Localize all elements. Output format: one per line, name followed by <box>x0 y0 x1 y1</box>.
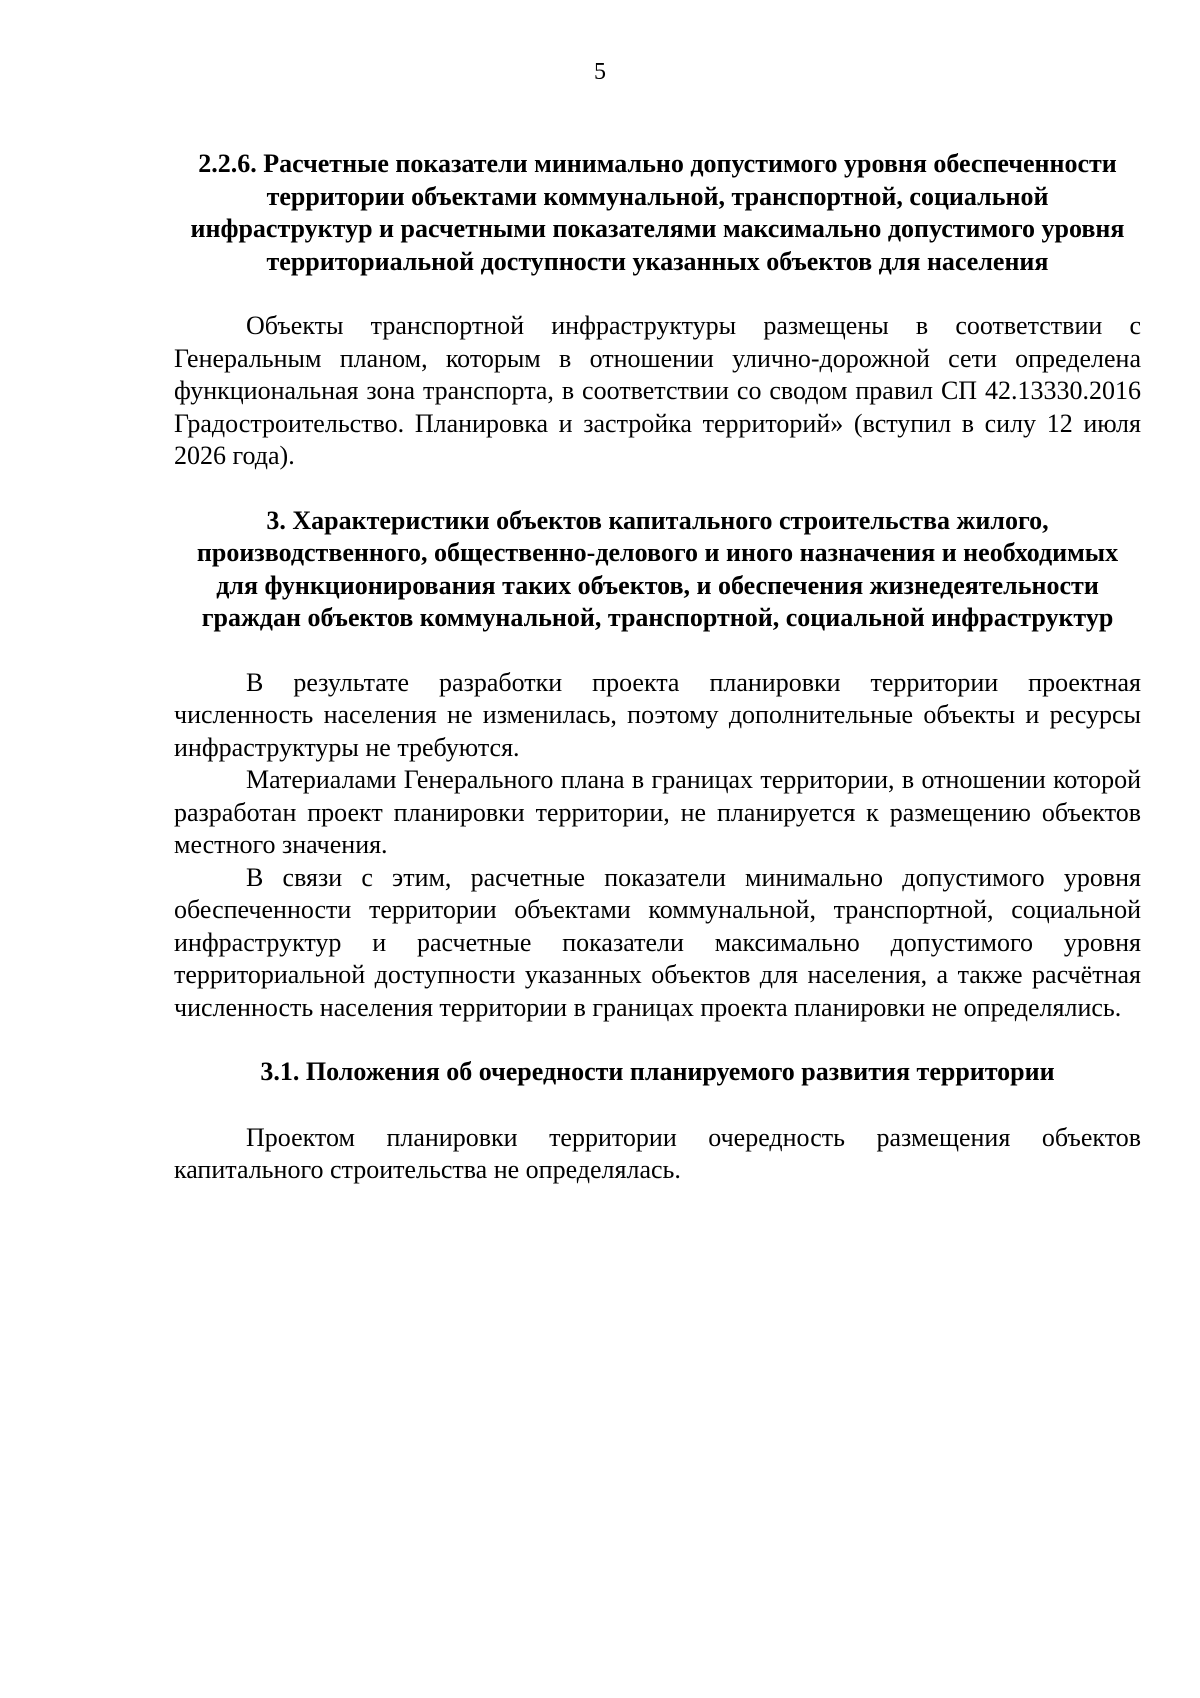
page-content <box>174 148 1141 1187</box>
section-heading-3-1: 3.1. Положения об очередности планируемого развития территории <box>260 1057 1055 1086</box>
section-heading-3: 3. Характеристики объектов капитального строительства жилого, производственного, общественно-делового и иного назначения и необходимых для функционирования таких объектов, и обеспечения жизнедеятельности граждан объектов коммунальной, транспортной, социальной инфраструктур <box>196 505 1119 632</box>
paragraph-transport-infrastructure: Объекты транспортной инфраструктуры размещены в соответствии с Генеральным планом, которым в отношении улично-дорожной сети определена функциональная зона транспорта, в соответствии со сводом правил СП 42.13330.2016 Градостроительство. Планировка и застройка территорий» (вступил в силу 12 июля 2026 года). <box>174 311 1141 470</box>
section-heading-2-2-6: 2.2.6. Расчетные показатели минимально допустимого уровня обеспеченности территории объектами коммунальной, транспортной, социальной инфраструктур и расчетными показателями максимально допустимого уровня территориальной доступности указанных объектов для населения <box>190 149 1125 276</box>
paragraph-sequence: Проектом планировки территории очередность размещения объектов капитального строительства не определялась. <box>174 1122 1141 1184</box>
paragraph-population: В результате разработки проекта планировки территории проектная численность населения не изменилась, поэтому дополнительные объекты и ресурсы инфраструктуры не требуются. <box>174 667 1141 762</box>
paragraph-conclusion: В связи с этим, расчетные показатели минимально допустимого уровня обеспеченности территории объектами коммунальной, транспортной, социальной инфраструктур и расчетные показатели максимально допустимого уровня территориальной доступности указанных объектов для населения, а также расчётная численность населения территории в границах проекта планировки не определялись. <box>174 862 1141 1022</box>
paragraph-general-plan: Материалами Генерального плана в границах территории, в отношении которой разработан проект планировки территории, не планируется к размещению объектов местного значения. <box>174 765 1141 859</box>
page-number: 5 <box>594 59 606 85</box>
